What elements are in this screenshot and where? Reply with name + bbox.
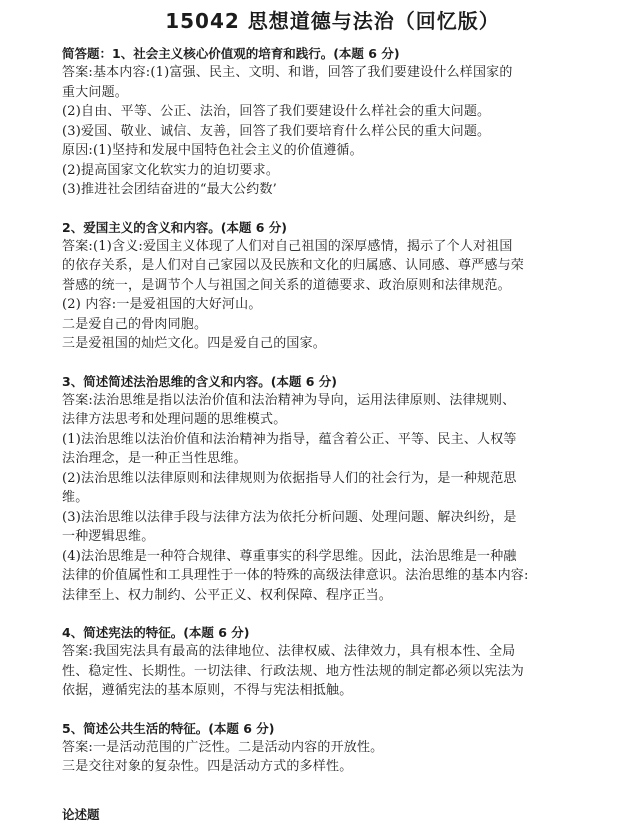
answer-line: 法律的价值属性和工具理性于一体的特殊的高级法律意识。法治思维的基本内容:	[62, 568, 529, 583]
answer-line: 依据，遵循宪法的基本原则，不得与宪法相抵触。	[62, 683, 353, 698]
question-heading: 简答题：1、社会主义核心价值观的培育和践行。(本题 6 分)	[62, 46, 400, 61]
essay-section-heading: 论述题	[62, 806, 100, 822]
answer-line: (3)法治思维以法律手段与法律方法为依托分析问题、处理问题、解决纠纷，是	[62, 509, 517, 525]
question-heading: 2、爱国主义的含义和内容。(本题 6 分)	[62, 219, 288, 235]
question-heading: 3、简述简述法治思维的含义和内容。(本题 6 分)	[62, 373, 338, 389]
answer-line: 三是交往对象的复杂性。四是活动方式的多样性。	[62, 759, 353, 774]
answer-line: 一种逻辑思维。	[62, 529, 155, 544]
page-title: 15042 思想道德与法治（回忆版）	[165, 9, 500, 33]
question-heading: 5、简述公共生活的特征。(本题 6 分)	[62, 720, 275, 736]
answer-line: (2)提高国家文化软实力的迫切要求。	[62, 162, 280, 178]
question-heading: 4、简述宪法的特征。(本题 6 分)	[62, 625, 250, 640]
answer-line: (1)法治思维以法治价值和法治精神为指导，蕴含着公正、平等、民主、人权等	[62, 431, 517, 447]
answer-line: 原因:(1)坚持和发展中国特色社会主义的价值遵循。	[62, 143, 363, 158]
answer-line: 性、稳定性、长期性。一切法律、行政法规、地方性法规的制定都必须以宪法为	[62, 663, 525, 679]
answer-line: (2)法治思维以法律原则和法律规则为依据指导人们的社会行为，是一种规范思	[62, 470, 517, 486]
answer-line: (2)自由、平等、公正、法治，回答了我们要建设什么样社会的重大问题。	[62, 104, 491, 119]
question-section	[62, 623, 593, 701]
answer-line: (3)爱国、敬业、诚信、友善，回答了我们要培育什么样公民的重大问题。	[62, 123, 491, 139]
question-section	[62, 372, 593, 606]
answer-line: 的依存关系，是人们对自己家园以及民族和文化的归属感、认同感、尊严感与荣	[62, 258, 525, 273]
answer-line: 答案:一是活动范围的广泛性。二是活动内容的开放性。	[62, 739, 384, 755]
answer-line: 三是爱祖国的灿烂文化。四是爱自己的国家。	[62, 336, 327, 351]
answer-line: 答案:法治思维是指以法治价值和法治精神为导向，运用法律原则、法律规则、	[62, 392, 516, 408]
answer-line: (2) 内容:一是爱祖国的大好河山。	[62, 297, 262, 312]
answer-line: 重大问题。	[62, 84, 129, 100]
answer-line: 誉感的统一，是调节个人与祖国之间关系的道德要求、政治原则和法律规范。	[62, 277, 511, 293]
answer-line: 二是爱自己的骨肉同胞。	[62, 316, 208, 332]
answer-line: 法律方法思考和处理问题的思维模式。	[62, 412, 287, 427]
answer-line: 法治理念，是一种正当性思维。	[62, 451, 247, 466]
question-section	[62, 719, 593, 777]
answer-line: 答案:我国宪法具有最高的法律地位、法律权威、法律效力，具有根本性、全局	[62, 644, 516, 659]
answer-line: 答案:基本内容:(1)富强、民主、文明、和谐，回答了我们要建设什么样国家的	[62, 65, 513, 80]
question-list	[62, 44, 593, 777]
answer-line: (3)推进社会团结奋进的“最大公约数’	[62, 182, 277, 197]
answer-line: 维。	[62, 490, 89, 505]
answer-line: 答案:(1)含义:爱国主义体现了人们对自己祖国的深厚感情，揭示了个人对祖国	[62, 238, 513, 254]
question-section	[62, 218, 593, 354]
answer-line: (4)法治思维是一种符合规律、尊重事实的科学思维。因此，法治思维是一种融	[62, 548, 517, 564]
answer-line: 法律至上、权力制约、公平正义、权利保障、程序正当。	[62, 587, 393, 603]
question-section	[62, 44, 593, 200]
